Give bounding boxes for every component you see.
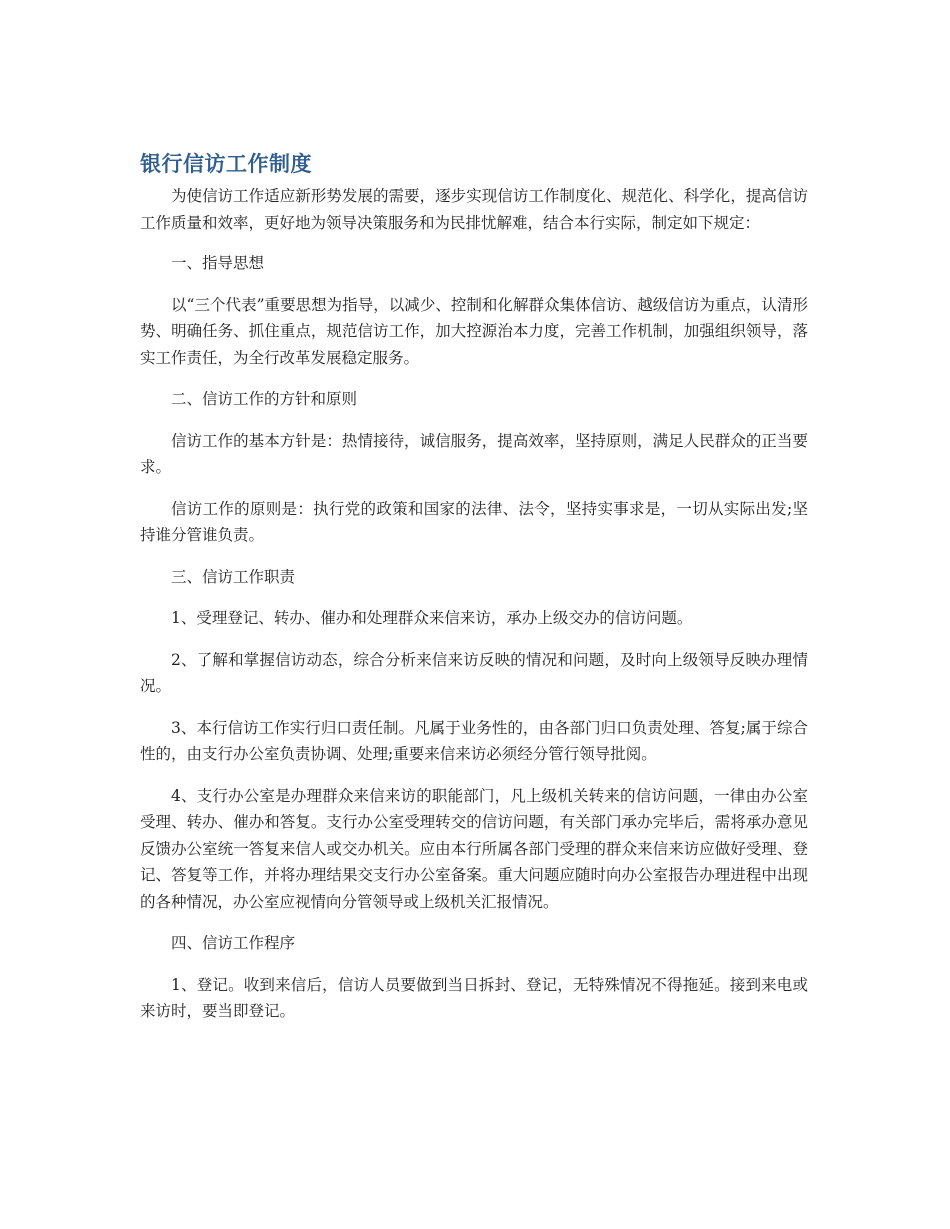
duty-item-1: 1、受理登记、转办、催办和处理群众来信来访，承办上级交办的信访问题。 — [171, 609, 693, 627]
section-heading-guiding-thought: 一、指导思想 — [171, 254, 265, 272]
duty-item-4: 4、支行办公室是办理群众来信来访的职能部门，凡上级机关转来的信访问题，一律由办公室受理、转办、催办和答复。支行办公室受理转交的信访问题，有关部门承办完毕后，需将承办意见反馈办公室统一答复来信人或交办机关。应由本行所属各部门受理的群众来信来访应做好受理、登记、答复等工作，并将办理结果交支行办公室备案。重大问题应随时向办公室报告办理进程中出现的各种情况，办公室应视情向分管领导或上级机关汇报情况。 — [140, 786, 808, 911]
document-title: 银行信访工作制度 — [140, 152, 312, 176]
section-heading-principles: 二、信访工作的方针和原则 — [171, 390, 358, 408]
guiding-thought-paragraph: 以“三个代表”重要思想为指导，以减少、控制和化解群众集体信访、越级信访为重点，认清形势、明确任务、抓住重点，规范信访工作，加大控源治本力度，完善工作机制，加强组织领导，落实工作责任，为全行改革发展稳定服务。 — [140, 295, 808, 367]
duty-item-2: 2、了解和掌握信访动态，综合分析来信来访反映的情况和问题，及时向上级领导反映办理情况。 — [140, 650, 808, 695]
principles-paragraph: 信访工作的原则是：执行党的政策和国家的法律、法令，坚持实事求是，一切从实际出发;坚持谁分管谁负责。 — [140, 499, 808, 544]
intro-paragraph: 为使信访工作适应新形势发展的需要，逐步实现信访工作制度化、规范化、科学化，提高信访工作质量和效率，更好地为领导决策服务和为民排忧解难，结合本行实际，制定如下规定： — [140, 187, 808, 232]
procedure-item-1: 1、登记。收到来信后，信访人员要做到当日拆封、登记，无特殊情况不得拖延。接到来电或来访时，要当即登记。 — [140, 975, 808, 1020]
section-heading-duties: 三、信访工作职责 — [171, 567, 296, 586]
basic-policy-paragraph: 信访工作的基本方针是：热情接待，诚信服务，提高效率，坚持原则，满足人民群众的正当要求。 — [140, 431, 808, 476]
duty-item-3: 3、本行信访工作实行归口责任制。凡属于业务性的，由各部门归口负责处理、答复;属于综合性的，由支行办公室负责协调、处理;重要来信来访必须经分管行领导批阅。 — [140, 718, 808, 763]
section-heading-procedure: 四、信访工作程序 — [171, 934, 296, 952]
document-page — [140, 148, 808, 1040]
